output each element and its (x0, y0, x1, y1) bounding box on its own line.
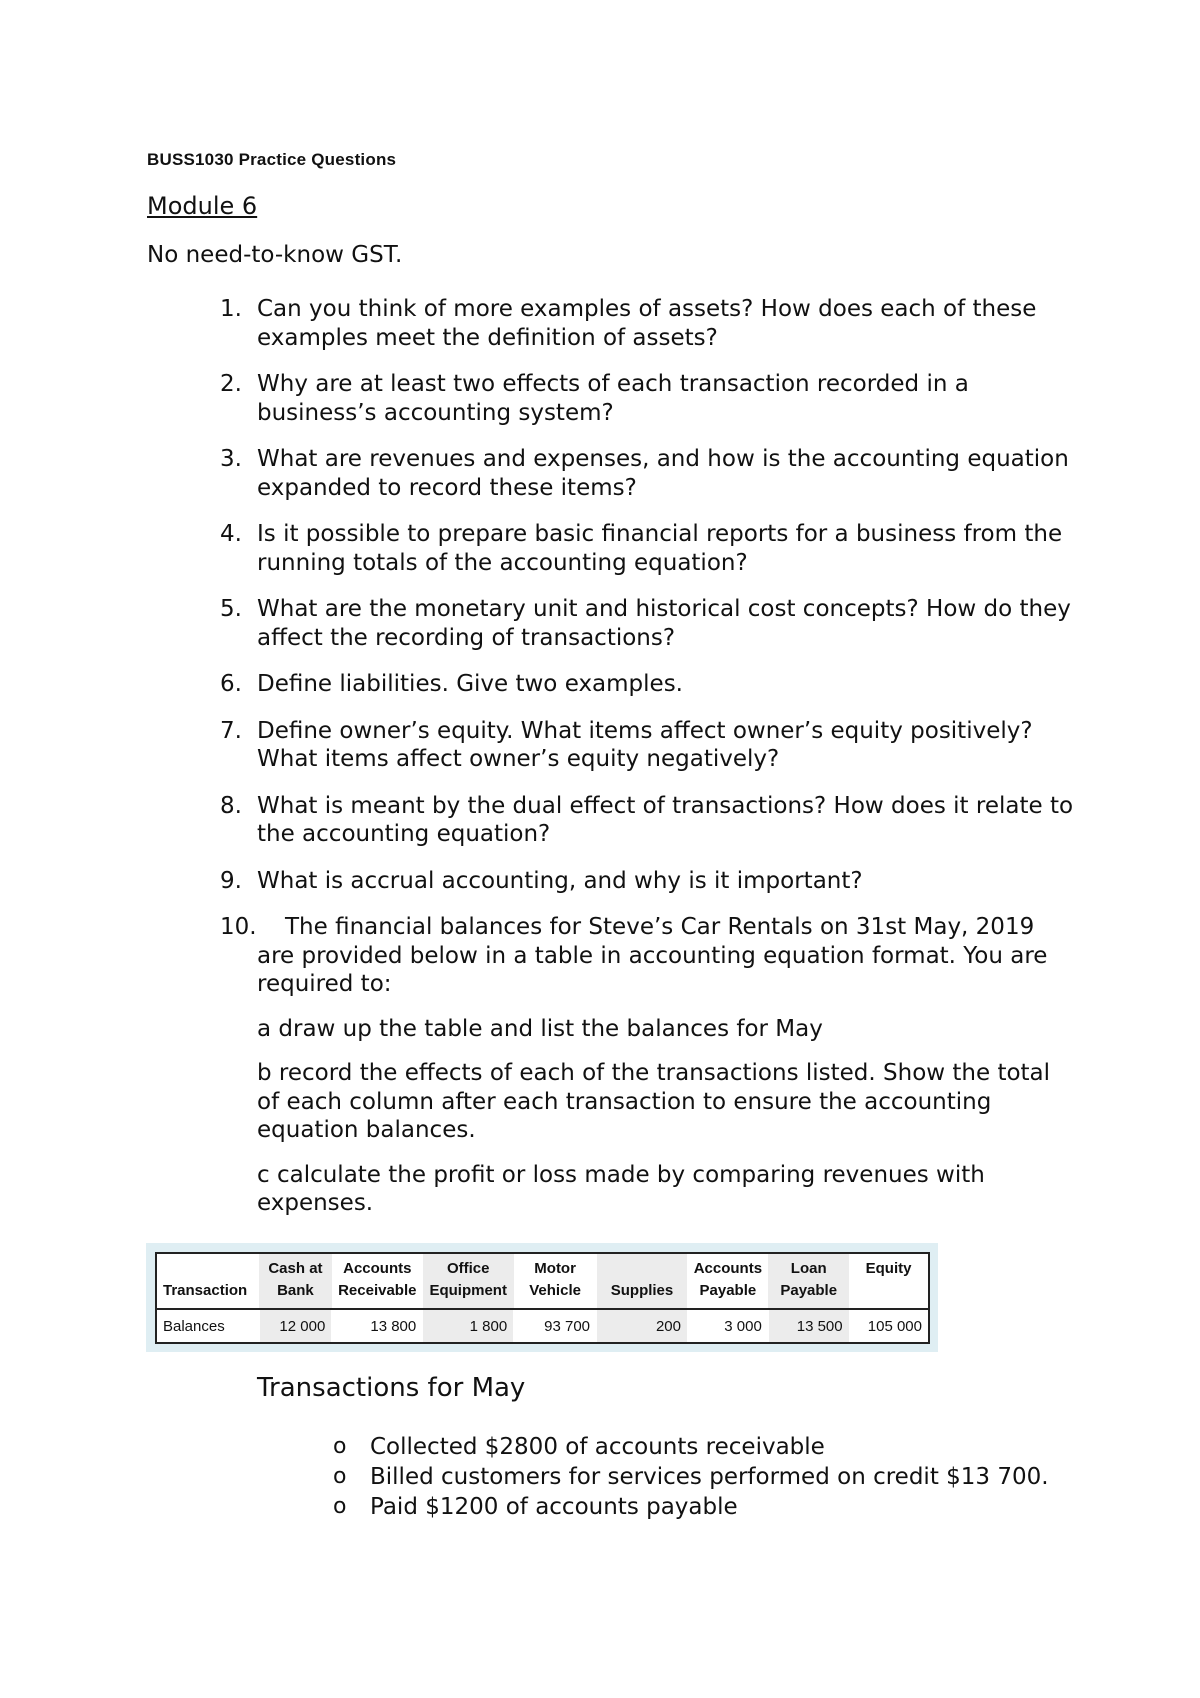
list-item (330, 1492, 1050, 1522)
list-item (330, 1462, 1050, 1492)
intro-note: No need-to-know GST. (147, 242, 403, 268)
question-item (147, 595, 1077, 652)
question-text: Define owner’s equity. What items affect owner’s equity positively? What items affect owner’s equity negatively? (257, 717, 1033, 772)
table-cell: 93 700 (514, 1309, 597, 1343)
bullet-marker: o (333, 1494, 347, 1519)
table-row (156, 1309, 929, 1343)
table-cell: Balances (156, 1309, 259, 1343)
question-text-body: The financial balances for Steve’s Car Rentals on 31st May, 2019 are provided below in a table in accounting equation format. You are required to: (257, 914, 1048, 997)
question-text: What is meant by the dual effect of transactions? How does it relate to the accounting equation? (257, 792, 1074, 847)
transactions-heading: Transactions for May (257, 1373, 526, 1403)
table-cell: 13 800 (332, 1309, 423, 1343)
question-text: Define liabilities. Give two examples. (257, 671, 683, 697)
balance-table-panel (146, 1243, 938, 1352)
question-number: 4. (220, 521, 242, 547)
question-item (147, 717, 1077, 774)
question-item (147, 867, 1077, 896)
list-item (330, 1432, 1050, 1462)
question-item (147, 295, 1077, 352)
table-cell: 13 500 (768, 1309, 849, 1343)
table-cell: 105 000 (849, 1309, 929, 1343)
balance-table (155, 1252, 930, 1344)
question-text (257, 914, 1047, 997)
header-accounts-receivable: Accounts Receivable (332, 1253, 423, 1309)
question-text: What are the monetary unit and historical cost concepts? How do they affect the recording of transactions? (257, 596, 1071, 651)
table-cell: 1 800 (423, 1309, 514, 1343)
transaction-text: Paid $1200 of accounts payable (370, 1494, 738, 1520)
question-number: 10. (220, 914, 257, 940)
question-text: Can you think of more examples of assets? How does each of these examples meet the definition of assets? (257, 296, 1037, 351)
question-item (147, 445, 1077, 502)
transaction-text: Billed customers for services performed on credit $13 700. (370, 1464, 1049, 1490)
header-motor-vehicle: Motor Vehicle (514, 1253, 597, 1309)
header-transaction: Transaction (156, 1253, 259, 1309)
question-part-c: c calculate the profit or loss made by comparing revenues with expenses. (257, 1161, 985, 1216)
question-item (147, 913, 1077, 1218)
question-list (147, 295, 1077, 1236)
question-text: Is it possible to prepare basic financial reports for a business from the running totals of the accounting equation? (257, 521, 1063, 576)
table-header-row (156, 1253, 929, 1309)
question-item (147, 792, 1077, 849)
header-cash-at-bank: Cash at Bank (259, 1253, 332, 1309)
bullet-marker: o (333, 1434, 347, 1459)
question-item (147, 520, 1077, 577)
header-office-equipment: Office Equipment (423, 1253, 514, 1309)
bullet-marker: o (333, 1464, 347, 1489)
table-cell: 3 000 (687, 1309, 768, 1343)
question-part-b: b record the effects of each of the transactions listed. Show the total of each column after each transaction to ensure the accounting equation balances. (257, 1060, 1051, 1143)
question-number: 3. (220, 446, 242, 472)
question-item (147, 670, 1077, 699)
question-item (147, 370, 1077, 427)
table-cell: 200 (597, 1309, 688, 1343)
question-number: 5. (220, 596, 242, 622)
question-number: 6. (220, 671, 242, 697)
question-number: 9. (220, 867, 242, 894)
question-number: 7. (220, 717, 242, 744)
header-loan-payable: Loan Payable (768, 1253, 849, 1309)
header-supplies: Supplies (597, 1253, 688, 1309)
transactions-list (330, 1432, 1050, 1522)
transaction-text: Collected $2800 of accounts receivable (370, 1434, 825, 1460)
table-cell: 12 000 (259, 1309, 332, 1343)
question-text: Why are at least two effects of each transaction recorded in a business’s accounting system? (257, 371, 969, 426)
module-heading: Module 6 (147, 192, 258, 220)
question-text: What are revenues and expenses, and how is the accounting equation expanded to record these items? (257, 446, 1069, 501)
question-text: What is accrual accounting, and why is it important? (257, 867, 863, 894)
question-number: 2. (220, 371, 242, 397)
question-part-a: a draw up the table and list the balances for May (257, 1015, 823, 1042)
question-number: 1. (220, 296, 242, 322)
header-equity: Equity (849, 1253, 929, 1309)
question-number: 8. (220, 792, 242, 819)
course-title: BUSS1030 Practice Questions (147, 150, 397, 169)
header-accounts-payable: Accounts Payable (687, 1253, 768, 1309)
